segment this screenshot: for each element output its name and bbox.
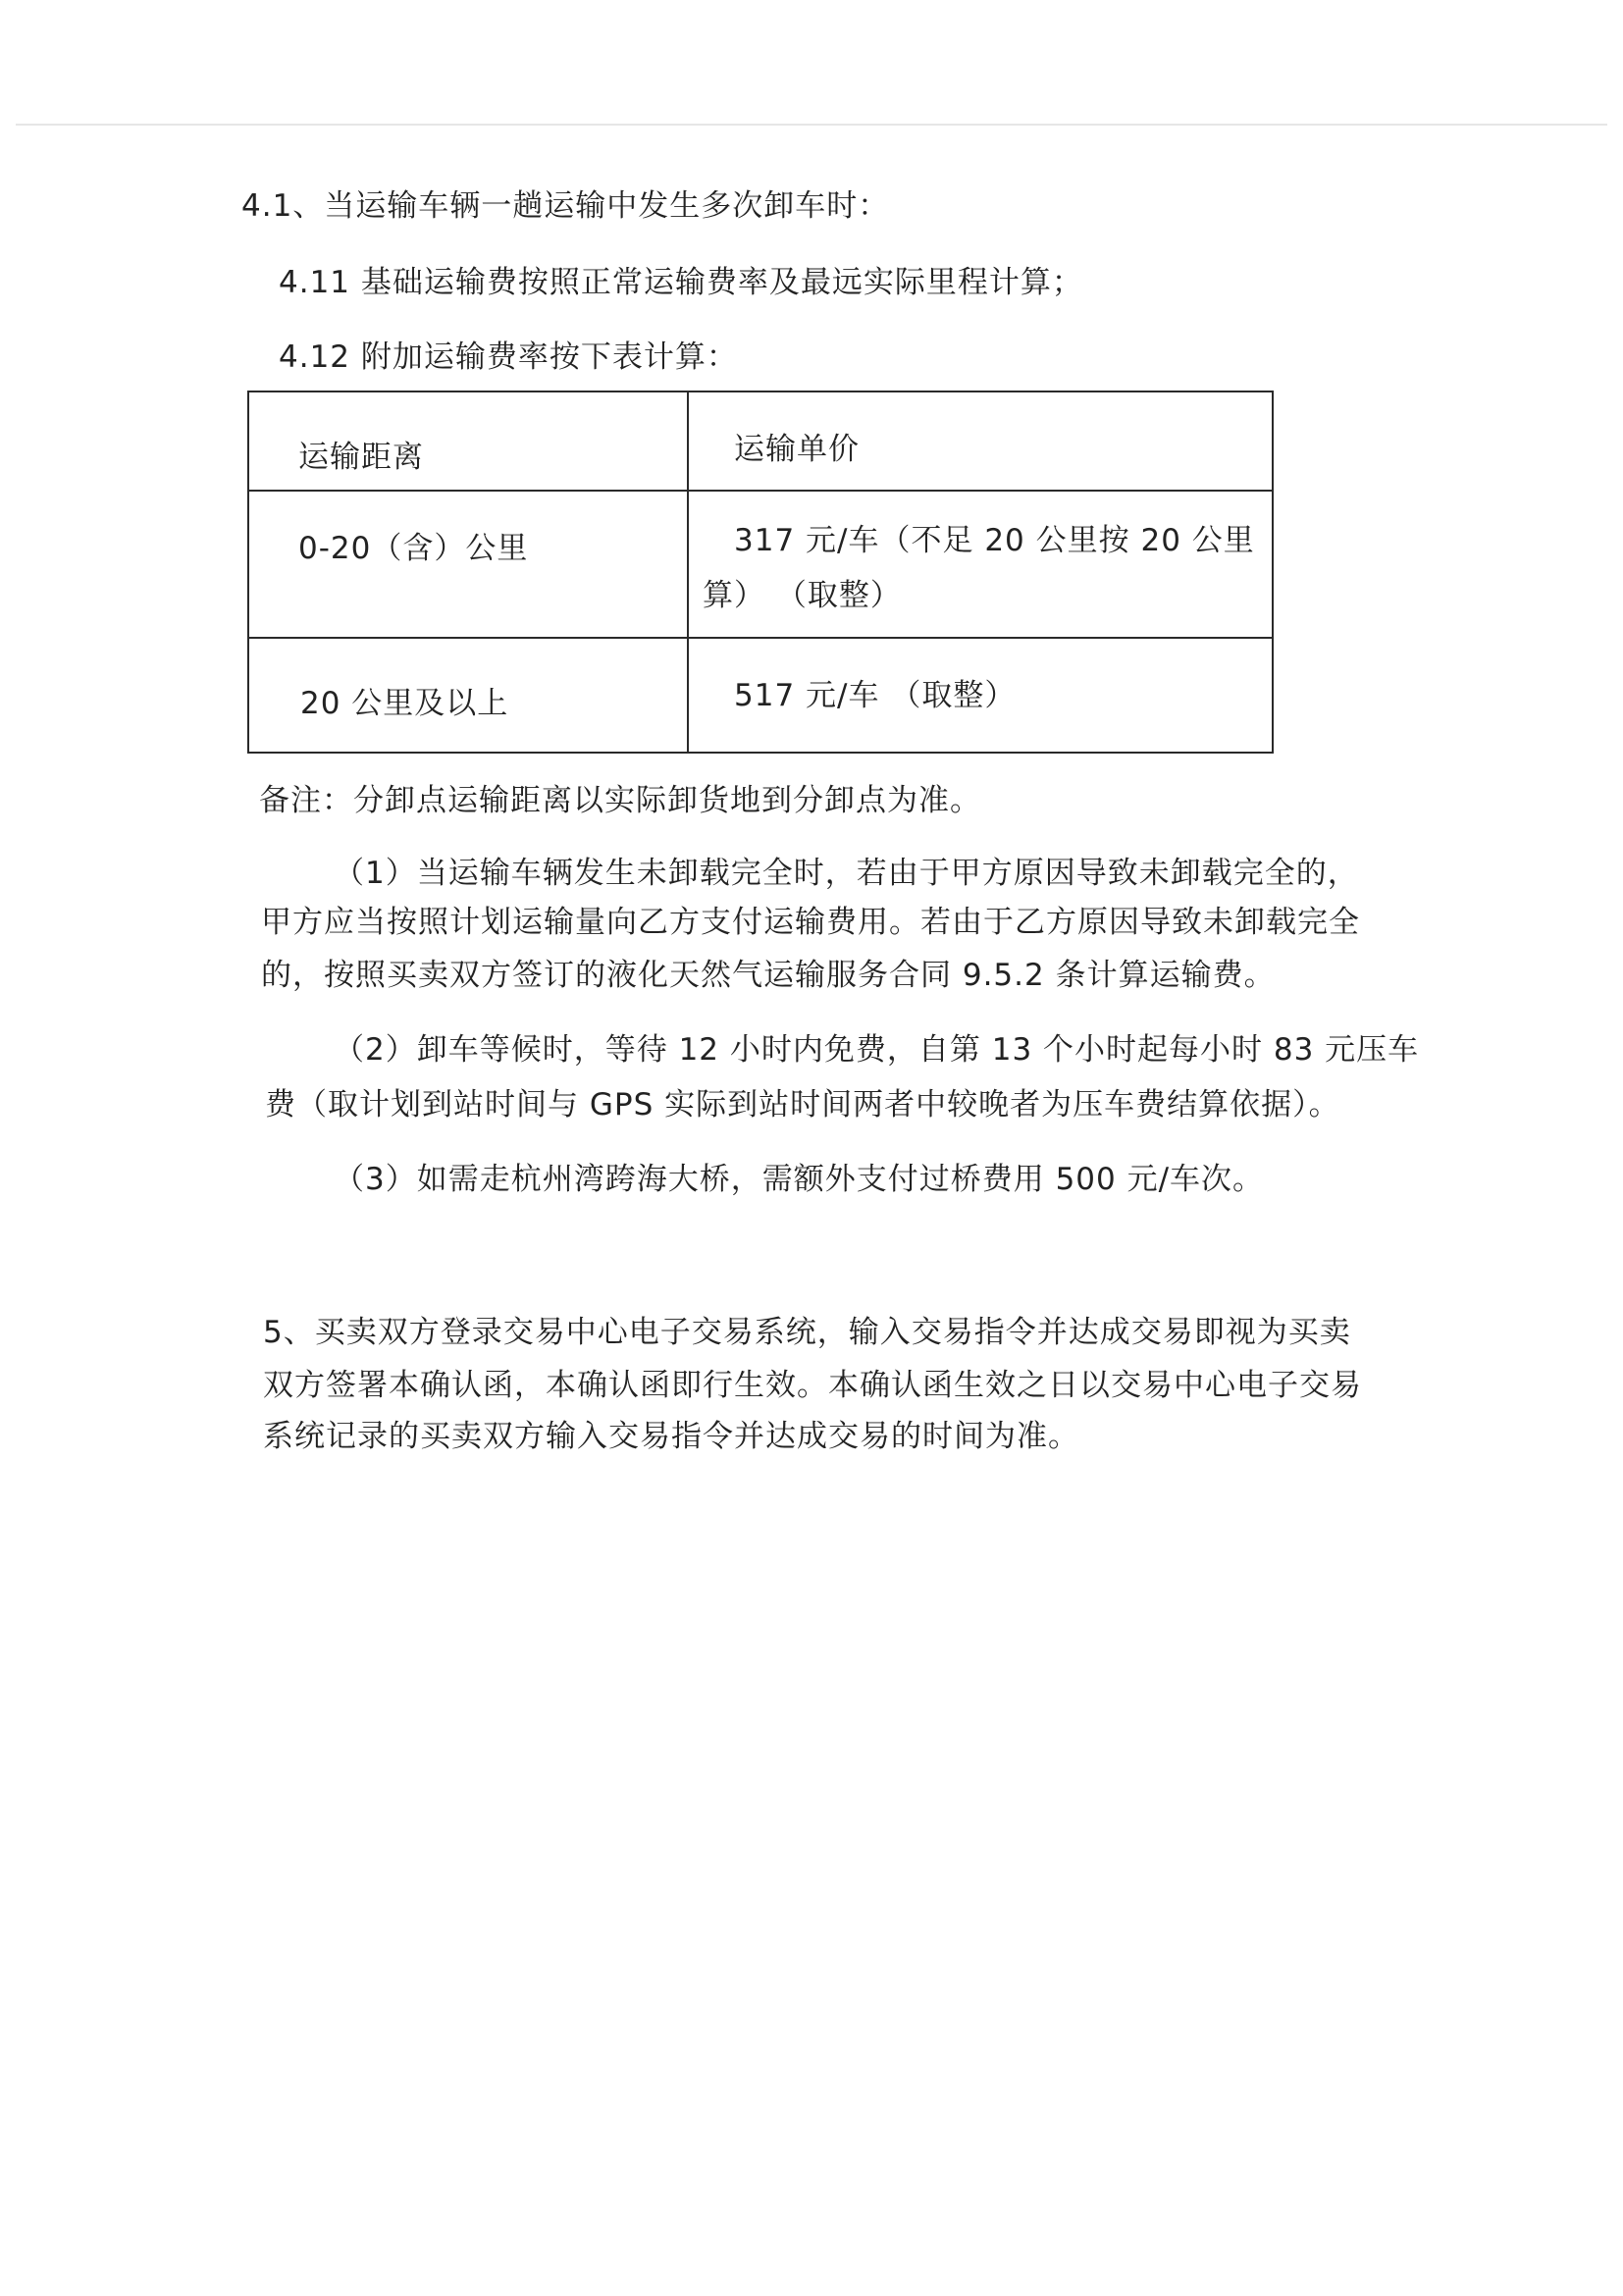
remark-1-line-2: 甲方应当按照计划运输量向乙方支付运输费用。若由于乙方原因导致未卸载完全 [261,905,1360,940]
row1-price-line1: 317 元/车（不足 20 公里按 20 公里 [734,522,1255,558]
top-divider [16,124,1607,126]
table-header-row [248,391,1273,491]
section-5-line-1: 5、买卖双方登录交易中心电子交易系统，输入交易指令并达成交易即视为买卖 [263,1315,1351,1350]
item-4-12: 4.12 附加运输费率按下表计算： [279,339,738,375]
remark-note: 备注：分卸点运输距离以实际卸货地到分卸点为准。 [259,783,981,818]
remark-2-line-2: 费（取计划到站时间与 GPS 实际到站时间两者中较晚者为压车费结算依据）。 [265,1087,1340,1122]
header-cell-distance [248,391,688,491]
table-row [248,491,1273,639]
rate-table [247,391,1274,754]
row2-price: 517 元/车 （取整） [734,678,1017,714]
remark-1-line-3: 的，按照买卖双方签订的液化天然气运输服务合同 9.5.2 条计算运输费。 [261,958,1276,993]
row1-price-line2: 算） （取整） [703,577,902,613]
section-5-line-2: 双方签署本确认函，本确认函即行生效。本确认函生效之日以交易中心电子交易 [263,1368,1362,1403]
remark-3: （3）如需走杭州湾跨海大桥，需额外支付过桥费用 500 元/车次。 [334,1162,1265,1197]
section-4-1-heading: 4.1、当运输车辆一趟运输中发生多次卸车时： [241,188,890,224]
row1-distance: 0-20（含）公里 [298,530,529,566]
table-row [248,638,1273,753]
row1-distance-cell [248,491,688,639]
remark-1-line-1: （1）当运输车辆发生未卸载完全时，若由于甲方原因导致未卸载完全的， [334,856,1359,891]
row1-price-cell [688,491,1273,639]
section-5-line-3: 系统记录的买卖双方输入交易指令并达成交易的时间为准。 [263,1419,1079,1454]
header-cell-price [688,391,1273,491]
header-distance-label: 运输距离 [298,440,424,475]
row2-price-cell [688,638,1273,753]
row2-distance: 20 公里及以上 [300,686,509,722]
row2-distance-cell [248,638,688,753]
item-4-11: 4.11 基础运输费按照正常运输费率及最远实际里程计算； [279,265,1083,300]
remark-2-line-1: （2）卸车等候时，等待 12 小时内免费，自第 13 个小时起每小时 83 元压车 [334,1032,1420,1068]
header-price-label: 运输单价 [734,432,860,467]
